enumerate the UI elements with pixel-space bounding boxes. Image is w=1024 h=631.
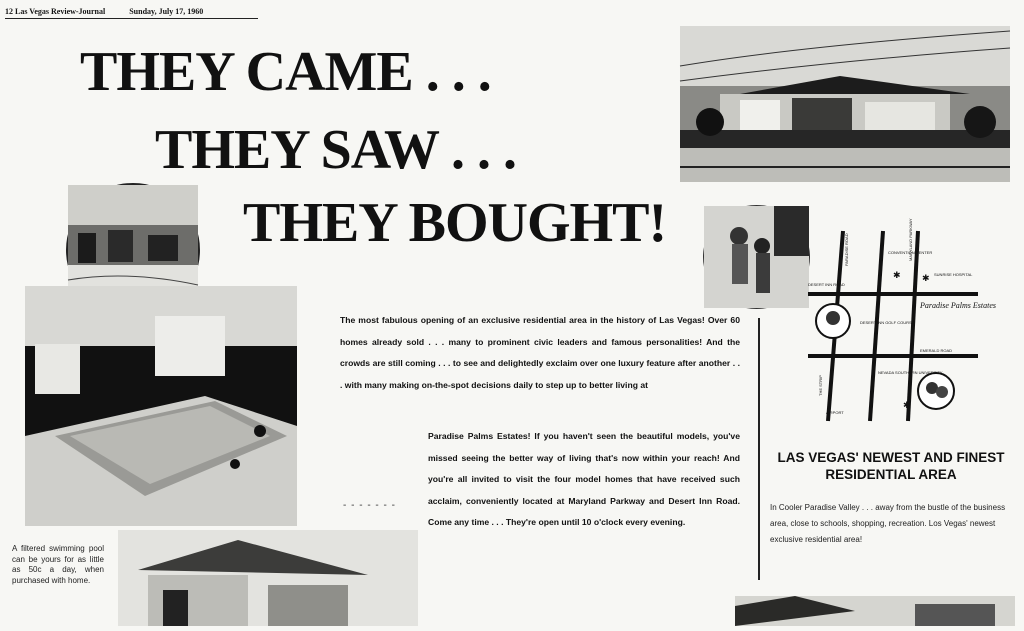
headline-line-3: THEY BOUGHT! (243, 192, 667, 254)
house-bottom-photo (118, 530, 418, 626)
swimming-pool-photo (25, 286, 297, 526)
body-copy-part-2 (428, 426, 740, 534)
headline-line-2: THEY SAW . . . (155, 119, 516, 181)
masthead (5, 7, 258, 19)
dash-leader: - - - - - - - (343, 500, 396, 511)
svg-text:✱: ✱ (922, 273, 930, 283)
house-exterior-photo (680, 26, 1010, 182)
map-country-club: DESERT INN GOLF COURSE (860, 320, 915, 325)
column-rule (758, 318, 760, 580)
body-text-2: Paradise Palms Estates! If you haven't seen the beautiful models, you've missed seeing the better way of living that's now within your reach! And you're all invited to visit the four model homes that have received such acclaim, conveniently located at Maryland Parkway and Desert Inn Road. Come any time . . . They're open until 10 o'clock every evening. (428, 431, 740, 527)
bottom-right-photo (735, 596, 1015, 626)
map-paradise-palms: Paradise Palms Estates (920, 301, 996, 310)
pool-caption: A filtered swimming pool can be yours for as little as 50c a day, when purchased with home. (12, 544, 104, 585)
svg-text:✱: ✱ (893, 270, 901, 280)
masthead-date: Sunday, July 17, 1960 (129, 7, 204, 16)
map-maryland-parkway: MARYLAND PARKWAY (908, 218, 913, 261)
map-desert-inn-road: DESERT INN ROAD (808, 282, 845, 287)
body-copy-part-1 (340, 310, 740, 396)
body-text-1: The most fabulous opening of an exclusive residential area in the history of Las Vegas! Over 60 homes already sold . . . many to prominent civic leaders and famous personalities! And the crowds are still coming . . . to see and delightedly exclaim over one luxury feature after another . . . with many making on-the-spot decisions daily to step up to better living at (340, 315, 740, 390)
sidebar-title: LAS VEGAS' NEWEST AND FINEST RESIDENTIAL AREA (777, 450, 1005, 482)
location-map (808, 218, 996, 426)
svg-text:✱: ✱ (903, 400, 911, 410)
map-university: NEVADA SOUTHERN UNIVERSITY (878, 370, 943, 375)
sidebar-text: In Cooler Paradise Valley . . . away from the bustle of the business area, close to schools, shopping, recreation. Los Vegas' newest exclusive residential area! (770, 503, 1006, 544)
map-strip: THE STRIP (818, 375, 823, 396)
map-emerald-road: EMERALD ROAD (920, 348, 953, 353)
headline-line-1: THEY CAME . . . (80, 41, 491, 103)
visitors-circle-photo (703, 205, 810, 309)
masthead-paper: 12 Las Vegas Review-Journal (5, 7, 106, 16)
map-convention-center: CONVENTION CENTER (888, 250, 933, 255)
map-airport: AIRPORT (826, 410, 844, 415)
map-sunrise-hospital: SUNRISE HOSPITAL (934, 272, 973, 277)
map-paradise-road: PARADISE ROAD (844, 233, 849, 266)
